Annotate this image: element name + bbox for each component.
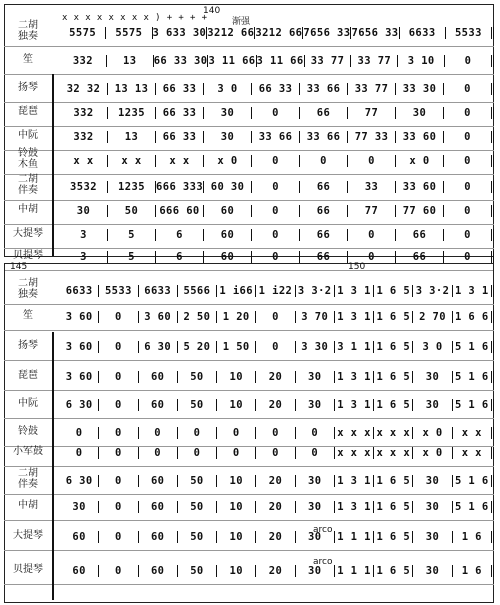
- staff-separator: [4, 360, 494, 361]
- measure-cell: 50: [177, 531, 216, 543]
- measure-cell: 1 6 5: [373, 285, 412, 297]
- measure-cell: 0: [251, 181, 299, 193]
- measure-cell: 1 6 5: [373, 501, 412, 513]
- staff-row: [60, 394, 494, 416]
- measure-cell: 50: [177, 501, 216, 513]
- measure-cell: 0: [98, 501, 137, 513]
- measure-cell: 10: [216, 531, 255, 543]
- measure-cell: 0: [443, 155, 494, 167]
- measure-cell: 5 1 6: [452, 399, 494, 411]
- group-bracket: [52, 466, 58, 600]
- staff-row: [60, 200, 494, 222]
- instrument-label: 扬琴: [18, 340, 38, 351]
- measure-cell: x x x: [334, 447, 373, 459]
- measure-cell: 5 1 6: [452, 475, 494, 487]
- measure-cell: 3 0: [412, 341, 451, 353]
- measure-cell: 60 30: [203, 181, 251, 193]
- staff-row: [60, 50, 494, 72]
- dynamic-marking: 渐强: [232, 17, 251, 27]
- measure-cell: 0: [251, 155, 299, 167]
- measure-cell: 77: [347, 205, 395, 217]
- measure-cell: 1 3 1: [334, 371, 373, 383]
- measure-cell: 1 6 5: [373, 475, 412, 487]
- measure-cell: 3 60: [65, 371, 93, 383]
- measure-cell: 0: [347, 251, 395, 263]
- measure-cell: 2 70: [412, 311, 451, 323]
- instrument-label: 铃鼓 木鱼: [18, 148, 38, 170]
- measure-cell: 0: [443, 83, 494, 95]
- measure-cell: 30: [203, 131, 251, 143]
- measure-cell: 5: [107, 251, 155, 263]
- staff-row: [60, 224, 494, 246]
- staff-separator: [4, 74, 494, 75]
- measure-cell: 60: [138, 399, 177, 411]
- measure-cell: 6633: [399, 27, 445, 39]
- rhythm-marks: x x x x x x x x ) + + + +: [62, 13, 208, 23]
- staff-row: [60, 442, 494, 464]
- measure-cell: x x: [155, 155, 203, 167]
- measure-cell: 3 0: [203, 83, 251, 95]
- instrument-label: 扬琴: [18, 82, 38, 93]
- measure-cell: 66: [299, 181, 347, 193]
- measure-cell: 1235: [107, 181, 155, 193]
- measure-cell: 66 33: [155, 131, 203, 143]
- measure-cell: 0: [216, 427, 255, 439]
- measure-cell: 33 60: [395, 131, 443, 143]
- measure-cell: 33 60: [395, 181, 443, 193]
- staff-separator: [4, 174, 494, 175]
- group-bracket: [52, 146, 58, 172]
- measure-cell: 5566: [177, 285, 216, 297]
- staff-separator: [4, 418, 494, 419]
- measure-cell: 30: [295, 371, 334, 383]
- measure-cell: 0: [98, 371, 137, 383]
- measure-cell: 0: [98, 311, 137, 323]
- measure-cell: 0: [255, 341, 294, 353]
- staff-row: [60, 470, 494, 492]
- measure-cell: 0: [443, 181, 494, 193]
- measure-cell: 0: [347, 155, 395, 167]
- measure-cell: 0: [255, 427, 294, 439]
- measure-cell: 1 6 5: [373, 565, 412, 577]
- measure-cell: 3 11 66: [256, 55, 304, 67]
- measure-cell: 0: [443, 131, 494, 143]
- instrument-label: 大提琴: [13, 228, 43, 239]
- instrument-label: 二胡 伴奏: [18, 174, 38, 196]
- measure-cell: 332: [73, 131, 94, 143]
- measure-cell: 66 33 30: [153, 55, 208, 67]
- measure-cell: 6: [155, 251, 203, 263]
- measure-cell: x x: [107, 155, 155, 167]
- measure-cell: 50: [177, 475, 216, 487]
- measure-cell: 33 66: [299, 83, 347, 95]
- staff-separator: [4, 390, 494, 391]
- measure-cell: 50: [177, 565, 216, 577]
- measure-cell: 6 30: [65, 399, 93, 411]
- measure-cell: 6: [155, 229, 203, 241]
- measure-cell: 13 13: [107, 83, 155, 95]
- staff-row: [60, 306, 494, 328]
- measure-cell: 3 60: [138, 311, 177, 323]
- staff-separator: [4, 520, 494, 521]
- measure-cell: 1 i66: [216, 285, 255, 297]
- measure-cell: 10: [216, 565, 255, 577]
- measure-cell: 30: [295, 399, 334, 411]
- measure-cell: 60: [72, 531, 86, 543]
- measure-cell: 33 66: [251, 131, 299, 143]
- measure-cell: 1 6 5: [373, 371, 412, 383]
- measure-number-150: 150: [348, 262, 366, 272]
- measure-cell: 3: [80, 229, 87, 241]
- measure-cell: 3 633 30: [152, 27, 207, 39]
- measure-cell: 50: [107, 205, 155, 217]
- staff-row: [60, 280, 494, 302]
- instrument-label: 小军鼓: [13, 446, 43, 457]
- measure-cell: 6 30: [65, 475, 93, 487]
- measure-cell: 3212 66: [255, 27, 303, 39]
- measure-cell: 1 6 6: [452, 311, 494, 323]
- measure-cell: 1 50: [216, 341, 255, 353]
- measure-cell: 0: [177, 447, 216, 459]
- staff-row: [60, 176, 494, 198]
- measure-cell: x 0: [412, 427, 451, 439]
- measure-cell: 50: [177, 399, 216, 411]
- staff-separator: [4, 304, 494, 305]
- measure-cell: 1 6 5: [373, 311, 412, 323]
- measure-cell: 13: [106, 55, 153, 67]
- measure-cell: 0: [251, 229, 299, 241]
- measure-cell: 13: [107, 131, 155, 143]
- staff-row: [60, 560, 494, 582]
- measure-cell: 3 11 66: [208, 55, 256, 67]
- measure-cell: 30: [76, 205, 91, 217]
- measure-cell: 1 3 1: [334, 501, 373, 513]
- measure-cell: 332: [73, 107, 94, 119]
- measure-cell: 60: [72, 565, 86, 577]
- measure-cell: 30: [412, 501, 451, 513]
- measure-cell: 6633: [65, 285, 93, 297]
- measure-cell: 5533: [445, 27, 494, 39]
- instrument-label: 大提琴: [13, 530, 43, 541]
- measure-cell: 33 77: [304, 55, 351, 67]
- measure-cell: 77 33: [347, 131, 395, 143]
- measure-cell: 3 1 1: [334, 341, 373, 353]
- measure-cell: x x: [73, 155, 94, 167]
- measure-cell: 3212 66: [207, 27, 255, 39]
- measure-cell: 30: [295, 475, 334, 487]
- measure-cell: 0: [444, 55, 494, 67]
- measure-cell: 30: [72, 501, 86, 513]
- measure-cell: 10: [216, 399, 255, 411]
- measure-cell: 20: [255, 531, 294, 543]
- measure-cell: 0: [295, 427, 334, 439]
- measure-cell: 1 6: [452, 565, 494, 577]
- measure-cell: 5 1 6: [452, 341, 494, 353]
- instrument-label: 中胡: [18, 500, 38, 511]
- staff-row: [60, 126, 494, 148]
- measure-cell: 77: [347, 107, 395, 119]
- measure-cell: 332: [72, 55, 93, 67]
- instrument-label: 二胡 伴奏: [18, 468, 38, 490]
- instrument-label: 中阮: [18, 130, 38, 141]
- measure-cell: 66: [395, 229, 443, 241]
- measure-cell: 1 3 1: [334, 285, 373, 297]
- measure-cell: 5575: [69, 27, 97, 39]
- measure-cell: 5575: [105, 27, 151, 39]
- measure-cell: 60: [138, 565, 177, 577]
- measure-cell: 66: [299, 205, 347, 217]
- staff-row: [60, 13, 494, 44]
- measure-cell: 6 30: [138, 341, 177, 353]
- measure-cell: x 0: [203, 155, 251, 167]
- measure-cell: x x: [452, 427, 494, 439]
- instrument-label: 笙: [23, 310, 33, 321]
- measure-cell: 60: [203, 251, 251, 263]
- measure-cell: 0: [177, 427, 216, 439]
- measure-cell: 30: [295, 565, 334, 577]
- measure-cell: 30: [412, 475, 451, 487]
- measure-cell: 33 30: [395, 83, 443, 95]
- measure-cell: 3532: [70, 181, 97, 193]
- measure-number-145: 145: [10, 262, 28, 272]
- measure-cell: x x x: [373, 447, 412, 459]
- instrument-label: 二胡 独奏: [18, 278, 38, 300]
- measure-cell: 66: [299, 107, 347, 119]
- measure-cell: 1 3 1: [334, 475, 373, 487]
- measure-cell: 33 77: [350, 55, 397, 67]
- staff-separator: [4, 550, 494, 551]
- measure-cell: 5533: [98, 285, 137, 297]
- measure-number-140: 140: [203, 6, 221, 16]
- measure-cell: 0: [138, 427, 177, 439]
- staff-separator: [4, 494, 494, 495]
- measure-cell: 1 3 1: [334, 311, 373, 323]
- group-bracket: [52, 418, 58, 466]
- measure-cell: 20: [255, 475, 294, 487]
- measure-cell: 20: [255, 501, 294, 513]
- staff-row: [60, 366, 494, 388]
- measure-cell: 0: [98, 447, 137, 459]
- measure-cell: 0: [75, 427, 83, 439]
- instrument-label: 铃鼓: [18, 426, 38, 437]
- measure-cell: 1 3 1: [334, 399, 373, 411]
- measure-cell: 1235: [107, 107, 155, 119]
- measure-cell: 0: [443, 251, 494, 263]
- measure-cell: 1 i22: [255, 285, 294, 297]
- staff-row: [60, 496, 494, 518]
- measure-cell: 30: [295, 501, 334, 513]
- instrument-label: 二胡 独奏: [18, 20, 38, 42]
- staff-row: [60, 102, 494, 124]
- measure-cell: 66 33: [155, 83, 203, 95]
- measure-cell: 0: [98, 341, 137, 353]
- measure-cell: 60: [138, 501, 177, 513]
- measure-cell: 1 6 5: [373, 531, 412, 543]
- measure-cell: 10: [216, 475, 255, 487]
- staff-separator: [4, 46, 494, 47]
- measure-cell: 3 70: [295, 311, 334, 323]
- group-bracket: [52, 332, 58, 418]
- instrument-label: 中阮: [18, 398, 38, 409]
- arco-marking-1: arco: [313, 525, 333, 535]
- measure-cell: 60: [138, 531, 177, 543]
- measure-cell: 30: [412, 371, 451, 383]
- instrument-label: 贝提琴: [13, 564, 43, 575]
- staff-separator: [4, 466, 494, 467]
- measure-cell: 20: [255, 565, 294, 577]
- measure-cell: x x: [452, 447, 494, 459]
- measure-cell: 7656 33: [303, 27, 351, 39]
- measure-cell: 0: [443, 229, 494, 241]
- measure-cell: 3 30: [295, 341, 334, 353]
- measure-cell: 66: [299, 251, 347, 263]
- measure-cell: x 0: [412, 447, 451, 459]
- measure-cell: 66: [395, 251, 443, 263]
- measure-cell: 20: [255, 399, 294, 411]
- measure-cell: 0: [98, 475, 137, 487]
- measure-cell: x 0: [395, 155, 443, 167]
- measure-cell: 0: [98, 565, 137, 577]
- measure-cell: 30: [412, 565, 451, 577]
- group-bracket: [52, 172, 58, 256]
- measure-cell: 0: [251, 205, 299, 217]
- measure-cell: 0: [299, 155, 347, 167]
- measure-cell: 1 6 5: [373, 399, 412, 411]
- staff-separator: [4, 584, 494, 585]
- measure-cell: x x x: [334, 427, 373, 439]
- measure-cell: 1 6: [452, 531, 494, 543]
- instrument-label: 琵琶: [18, 370, 38, 381]
- measure-cell: 30: [412, 399, 451, 411]
- measure-cell: 0: [216, 447, 255, 459]
- measure-cell: 20: [255, 371, 294, 383]
- measure-cell: 0: [98, 399, 137, 411]
- measure-cell: 0: [255, 447, 294, 459]
- measure-cell: 2 50: [177, 311, 216, 323]
- measure-cell: 3 60: [65, 311, 93, 323]
- measure-cell: 60: [138, 475, 177, 487]
- measure-cell: 33 66: [299, 131, 347, 143]
- measure-cell: 50: [177, 371, 216, 383]
- measure-cell: 0: [443, 107, 494, 119]
- measure-cell: 60: [203, 205, 251, 217]
- measure-cell: 66 33: [251, 83, 299, 95]
- measure-cell: 30: [412, 531, 451, 543]
- measure-cell: 0: [138, 447, 177, 459]
- measure-cell: 5 1 6: [452, 501, 494, 513]
- staff-row: [60, 150, 494, 172]
- staff-row: [60, 526, 494, 548]
- measure-cell: x x x: [373, 427, 412, 439]
- measure-cell: 0: [75, 447, 83, 459]
- measure-cell: 1 3 1: [452, 285, 494, 297]
- measure-cell: 6633: [138, 285, 177, 297]
- measure-cell: 0: [255, 311, 294, 323]
- measure-cell: 3 3·2: [412, 285, 451, 297]
- measure-cell: 33 77: [347, 83, 395, 95]
- measure-cell: 1 20: [216, 311, 255, 323]
- measure-cell: 666 333: [156, 181, 204, 193]
- instrument-label: 笙: [23, 54, 33, 65]
- staff-separator: [4, 330, 494, 331]
- instrument-label: 中胡: [18, 204, 38, 215]
- measure-cell: 60: [203, 229, 251, 241]
- arco-marking-2: arco: [313, 557, 333, 567]
- measure-cell: 5 1 6: [452, 371, 494, 383]
- staff-row: [60, 78, 494, 100]
- measure-cell: 3 60: [65, 341, 93, 353]
- measure-cell: 30: [295, 531, 334, 543]
- instrument-label: 琵琶: [18, 106, 38, 117]
- measure-cell: 5: [107, 229, 155, 241]
- measure-cell: 7656 33: [351, 27, 399, 39]
- measure-cell: 32 32: [66, 83, 101, 95]
- measure-cell: 66: [299, 229, 347, 241]
- staff-row: [60, 336, 494, 358]
- measure-cell: 30: [395, 107, 443, 119]
- measure-cell: 0: [98, 531, 137, 543]
- measure-cell: 1 1 1: [334, 531, 373, 543]
- measure-cell: 0: [98, 427, 137, 439]
- staff-row: [60, 422, 494, 444]
- measure-cell: 0: [347, 229, 395, 241]
- measure-cell: 1 1 1: [334, 565, 373, 577]
- measure-cell: 10: [216, 501, 255, 513]
- measure-cell: 3 3·2: [295, 285, 334, 297]
- instrument-label: 贝提琴: [13, 250, 43, 261]
- measure-cell: 0: [443, 205, 494, 217]
- measure-cell: 5 20: [177, 341, 216, 353]
- measure-cell: 1 6 5: [373, 341, 412, 353]
- measure-cell: 33: [347, 181, 395, 193]
- measure-cell: 30: [203, 107, 251, 119]
- measure-cell: 66 33: [155, 107, 203, 119]
- measure-cell: 10: [216, 371, 255, 383]
- group-bracket: [52, 74, 58, 146]
- measure-cell: 0: [251, 107, 299, 119]
- measure-cell: 3 10: [397, 55, 444, 67]
- measure-cell: 0: [251, 251, 299, 263]
- measure-cell: 77 60: [395, 205, 443, 217]
- measure-cell: 3: [80, 251, 87, 263]
- measure-cell: 60: [138, 371, 177, 383]
- measure-cell: 666 60: [155, 205, 203, 217]
- measure-cell: 0: [295, 447, 334, 459]
